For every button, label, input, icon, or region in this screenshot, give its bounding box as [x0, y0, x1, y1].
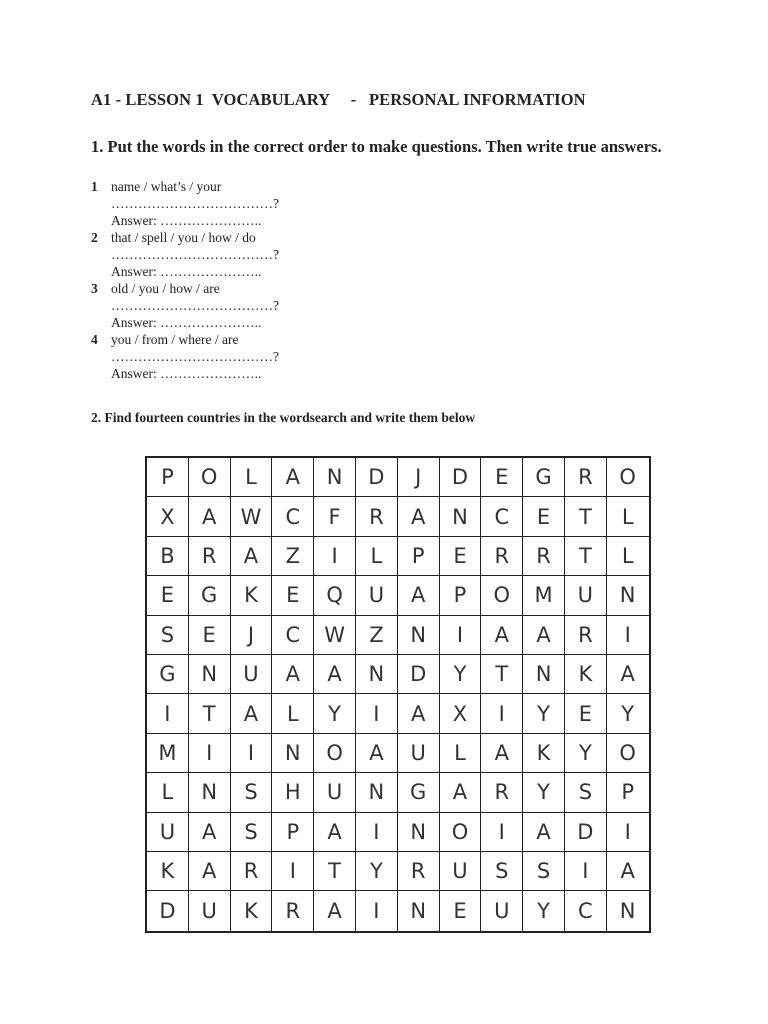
grid-cell[interactable]: C	[565, 891, 607, 930]
grid-cell[interactable]: Y	[607, 694, 649, 733]
grid-cell[interactable]: S	[231, 813, 273, 852]
grid-cell[interactable]: H	[272, 773, 314, 812]
grid-cell[interactable]: N	[398, 891, 440, 930]
grid-cell[interactable]: A	[314, 891, 356, 930]
grid-cell[interactable]: L	[440, 734, 482, 773]
grid-cell[interactable]: N	[440, 497, 482, 536]
exercise-1-heading: 1. Put the words in the correct order to make questions. Then write true answers.	[91, 137, 662, 156]
question-number: 2	[91, 230, 98, 245]
grid-cell[interactable]: A	[398, 576, 440, 615]
grid-cell[interactable]: A	[398, 497, 440, 536]
question-words: old / you / how / are	[111, 281, 220, 296]
question-item	[91, 331, 651, 382]
grid-cell[interactable]: Y	[356, 852, 398, 891]
grid-cell[interactable]: S	[481, 852, 523, 891]
grid-cell[interactable]: T	[565, 497, 607, 536]
grid-cell[interactable]: Y	[565, 734, 607, 773]
grid-cell[interactable]: L	[272, 694, 314, 733]
question-words: you / from / where / are	[111, 332, 239, 347]
grid-cell[interactable]: A	[398, 694, 440, 733]
exercise-2-heading: 2. Find fourteen countries in the wordsearch and write them below	[91, 410, 476, 425]
grid-cell[interactable]: E	[147, 576, 189, 615]
grid-cell[interactable]: E	[440, 891, 482, 930]
grid-cell[interactable]: U	[314, 773, 356, 812]
grid-cell[interactable]: A	[523, 616, 565, 655]
grid-cell[interactable]: R	[272, 891, 314, 930]
grid-cell[interactable]: G	[398, 773, 440, 812]
grid-cell[interactable]: I	[356, 891, 398, 930]
grid-cell[interactable]: N	[314, 458, 356, 497]
grid-cell[interactable]: K	[565, 655, 607, 694]
grid-cell[interactable]: O	[607, 458, 649, 497]
question-blank[interactable]: ………………………………?	[111, 349, 279, 364]
grid-cell[interactable]: U	[189, 891, 231, 930]
grid-cell[interactable]: R	[523, 537, 565, 576]
grid-cell[interactable]: U	[481, 891, 523, 930]
grid-cell[interactable]: E	[523, 497, 565, 536]
grid-cell[interactable]: D	[398, 655, 440, 694]
grid-cell[interactable]: S	[523, 852, 565, 891]
question-blank[interactable]: ………………………………?	[111, 196, 279, 211]
grid-cell[interactable]: M	[147, 734, 189, 773]
grid-cell[interactable]: J	[398, 458, 440, 497]
grid-cell[interactable]: W	[314, 616, 356, 655]
grid-cell[interactable]: O	[481, 576, 523, 615]
grid-cell[interactable]: I	[356, 694, 398, 733]
grid-cell[interactable]: Z	[356, 616, 398, 655]
grid-cell[interactable]: B	[147, 537, 189, 576]
grid-cell[interactable]: U	[565, 576, 607, 615]
grid-cell[interactable]: A	[189, 813, 231, 852]
grid-cell[interactable]: T	[565, 537, 607, 576]
answer-blank[interactable]: Answer: …………………..	[111, 366, 262, 381]
grid-cell[interactable]: D	[440, 458, 482, 497]
grid-cell[interactable]: R	[565, 458, 607, 497]
grid-cell[interactable]: R	[481, 773, 523, 812]
grid-cell[interactable]: G	[523, 458, 565, 497]
question-item	[91, 280, 651, 331]
grid-cell[interactable]: R	[231, 852, 273, 891]
grid-cell[interactable]: E	[481, 458, 523, 497]
question-words: name / what’s / your	[111, 179, 222, 194]
question-words: that / spell / you / how / do	[111, 230, 256, 245]
grid-cell[interactable]: A	[314, 813, 356, 852]
grid-cell[interactable]: J	[231, 616, 273, 655]
grid-cell[interactable]: I	[607, 813, 649, 852]
grid-cell[interactable]: D	[356, 458, 398, 497]
grid-cell[interactable]: I	[481, 813, 523, 852]
grid-cell[interactable]: N	[272, 734, 314, 773]
grid-cell[interactable]: I	[189, 734, 231, 773]
question-number: 1	[91, 179, 98, 194]
grid-cell[interactable]: A	[314, 655, 356, 694]
grid-cell[interactable]: I	[565, 852, 607, 891]
grid-cell[interactable]: Y	[523, 773, 565, 812]
grid-cell[interactable]: A	[607, 852, 649, 891]
grid-cell[interactable]: N	[398, 813, 440, 852]
answer-blank[interactable]: Answer: …………………..	[111, 315, 262, 330]
grid-cell[interactable]: C	[272, 616, 314, 655]
grid-cell[interactable]: I	[481, 694, 523, 733]
grid-cell[interactable]: A	[189, 497, 231, 536]
grid-cell[interactable]: L	[147, 773, 189, 812]
grid-cell[interactable]: N	[356, 773, 398, 812]
question-item	[91, 178, 651, 229]
question-list	[91, 178, 651, 382]
grid-cell[interactable]: K	[523, 734, 565, 773]
grid-cell[interactable]: L	[356, 537, 398, 576]
question-item	[91, 229, 651, 280]
grid-cell[interactable]: N	[356, 655, 398, 694]
grid-cell[interactable]: X	[147, 497, 189, 536]
grid-cell[interactable]: O	[607, 734, 649, 773]
grid-cell[interactable]: X	[440, 694, 482, 733]
grid-cell[interactable]: U	[440, 852, 482, 891]
grid-cell[interactable]: O	[189, 458, 231, 497]
grid-cell[interactable]: C	[481, 497, 523, 536]
grid-cell[interactable]: A	[272, 655, 314, 694]
grid-cell[interactable]: N	[523, 655, 565, 694]
grid-cell[interactable]: A	[231, 537, 273, 576]
grid-cell[interactable]: T	[314, 852, 356, 891]
grid-cell[interactable]: Y	[523, 694, 565, 733]
grid-cell[interactable]: R	[398, 852, 440, 891]
page-title: A1 - LESSON 1 VOCABULARY - PERSONAL INFORMATION	[91, 90, 586, 109]
grid-cell[interactable]: I	[356, 813, 398, 852]
grid-cell[interactable]: S	[147, 616, 189, 655]
grid-cell[interactable]: Y	[440, 655, 482, 694]
grid-cell[interactable]: W	[231, 497, 273, 536]
question-blank[interactable]: ………………………………?	[111, 298, 279, 313]
grid-cell[interactable]: I	[231, 734, 273, 773]
grid-cell[interactable]: C	[272, 497, 314, 536]
grid-cell[interactable]: U	[231, 655, 273, 694]
grid-cell[interactable]: N	[398, 616, 440, 655]
grid-cell[interactable]: I	[147, 694, 189, 733]
wordsearch-grid	[145, 456, 651, 933]
grid-cell[interactable]: A	[440, 773, 482, 812]
grid-cell[interactable]: U	[398, 734, 440, 773]
grid-cell[interactable]: S	[231, 773, 273, 812]
grid-cell[interactable]: I	[440, 616, 482, 655]
grid-cell[interactable]: U	[147, 813, 189, 852]
grid-cell[interactable]: O	[314, 734, 356, 773]
grid-cell[interactable]: A	[356, 734, 398, 773]
grid-cell[interactable]: E	[272, 576, 314, 615]
grid-cell[interactable]: A	[607, 655, 649, 694]
grid-cell[interactable]: F	[314, 497, 356, 536]
grid-cell[interactable]: R	[189, 537, 231, 576]
grid-cell[interactable]: K	[231, 576, 273, 615]
grid-cell[interactable]: I	[314, 537, 356, 576]
grid-cell[interactable]: P	[398, 537, 440, 576]
grid-cell[interactable]: Y	[314, 694, 356, 733]
grid-cell[interactable]: D	[147, 891, 189, 930]
grid-cell[interactable]: G	[147, 655, 189, 694]
grid-cell[interactable]: A	[231, 694, 273, 733]
grid-cell[interactable]: N	[607, 576, 649, 615]
grid-cell[interactable]: A	[481, 734, 523, 773]
grid-cell[interactable]: K	[231, 891, 273, 930]
grid-cell[interactable]: K	[147, 852, 189, 891]
grid-cell[interactable]: R	[565, 616, 607, 655]
question-number: 4	[91, 332, 98, 347]
grid-cell[interactable]: T	[189, 694, 231, 733]
grid-cell[interactable]: P	[272, 813, 314, 852]
grid-cell[interactable]: I	[272, 852, 314, 891]
grid-cell[interactable]: Z	[272, 537, 314, 576]
grid-cell[interactable]: P	[147, 458, 189, 497]
grid-cell[interactable]: T	[481, 655, 523, 694]
grid-cell[interactable]: G	[189, 576, 231, 615]
grid-cell[interactable]: Y	[523, 891, 565, 930]
grid-cell[interactable]: N	[189, 773, 231, 812]
grid-cell[interactable]: A	[272, 458, 314, 497]
grid-cell[interactable]: N	[619, 898, 636, 923]
grid-cell[interactable]: A	[189, 852, 231, 891]
grid-cell[interactable]: A	[523, 813, 565, 852]
grid-cell[interactable]: L	[231, 458, 273, 497]
grid-cell[interactable]: A	[481, 616, 523, 655]
grid-cell[interactable]: Q	[314, 576, 356, 615]
grid-cell[interactable]: R	[356, 497, 398, 536]
grid-cell[interactable]: L	[607, 537, 649, 576]
grid-cell[interactable]: M	[523, 576, 565, 615]
grid-cell[interactable]: P	[607, 773, 649, 812]
grid-cell[interactable]: R	[481, 537, 523, 576]
grid-cell[interactable]: N	[189, 655, 231, 694]
grid-cell[interactable]: S	[565, 773, 607, 812]
grid-cell[interactable]: U	[356, 576, 398, 615]
grid-cell[interactable]: P	[440, 576, 482, 615]
grid-cell[interactable]: D	[565, 813, 607, 852]
grid-cell[interactable]: I	[607, 616, 649, 655]
grid-cell[interactable]: E	[189, 616, 231, 655]
answer-blank[interactable]: Answer: …………………..	[111, 264, 262, 279]
grid-cell[interactable]: E	[565, 694, 607, 733]
grid-cell[interactable]: L	[607, 497, 649, 536]
question-number: 3	[91, 281, 98, 296]
grid-cell[interactable]: E	[440, 537, 482, 576]
grid-cell[interactable]: O	[440, 813, 482, 852]
question-blank[interactable]: ………………………………?	[111, 247, 279, 262]
answer-blank[interactable]: Answer: …………………..	[111, 213, 262, 228]
